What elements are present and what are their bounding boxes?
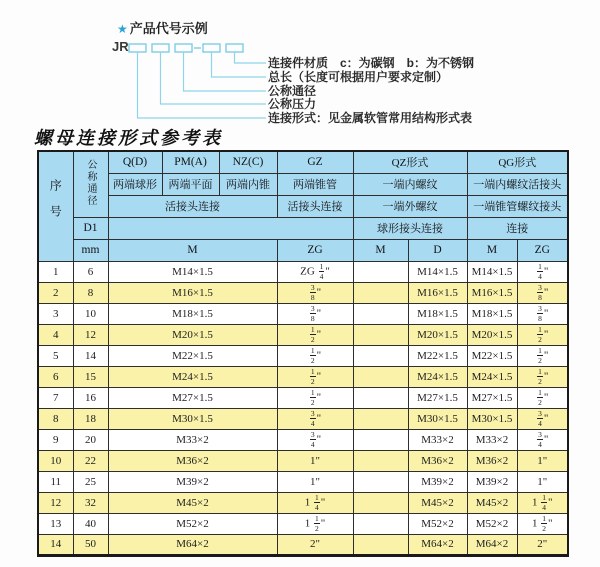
cell-no: 10 xyxy=(38,450,73,471)
fraction: $\frac{3}{8}$ xyxy=(538,303,542,323)
cell-qz-m xyxy=(353,324,408,345)
cell-dn: 22 xyxy=(73,450,108,471)
header-unit: mm xyxy=(73,239,108,261)
cell-qz-d: M30×1.5 xyxy=(408,408,467,429)
fraction: $\frac{1}{4}$ xyxy=(319,261,324,281)
code-box xyxy=(175,44,192,52)
cell-qg-zg: $\frac{3}{4}$ " xyxy=(517,429,568,450)
table-row xyxy=(38,513,568,534)
cell-m: M39×2 xyxy=(108,471,277,492)
cell-qz-d: M39×2 xyxy=(408,471,467,492)
cell-dn: 12 xyxy=(73,324,108,345)
header-nz-desc: 两端内锥 xyxy=(219,173,277,195)
cell-qg-zg: 1" xyxy=(517,450,568,471)
code-box xyxy=(203,44,220,52)
cell-no: 8 xyxy=(38,408,73,429)
cell-qg-m: M24×1.5 xyxy=(467,366,517,387)
header-qg-desc1: 一端内螺纹活接头 xyxy=(467,173,568,195)
header-col-nz: NZ(C) xyxy=(219,151,277,173)
header-dn: 公称通径 xyxy=(73,151,108,217)
table-row xyxy=(38,408,568,429)
cell-qz-m xyxy=(353,471,408,492)
cell-m: M52×2 xyxy=(108,513,277,534)
cell-no: 13 xyxy=(38,513,73,534)
fraction: $\frac{1}{2}$ xyxy=(542,513,547,533)
table-row xyxy=(38,345,568,366)
cell-m: M22×1.5 xyxy=(108,345,277,366)
cell-qg-zg: $\frac{1}{2}$ " xyxy=(517,324,568,345)
cell-gz: $\frac{3}{4}$ " xyxy=(277,429,353,450)
cell-qg-zg: $\frac{3}{8}$ " xyxy=(517,303,568,324)
header-col-gz: GZ xyxy=(277,151,353,173)
cell-dn: 10 xyxy=(73,303,108,324)
fraction: $\frac{1}{2}$ xyxy=(538,366,542,386)
cell-m: M27×1.5 xyxy=(108,387,277,408)
header-col-qz: QZ形式 xyxy=(353,151,467,173)
header-qz-d: D xyxy=(408,239,467,261)
cell-gz: ZG $\frac{1}{4}$ " xyxy=(277,261,353,282)
cell-gz: $\frac{1}{2}$ " xyxy=(277,324,353,345)
cell-qg-m: M36×2 xyxy=(467,450,517,471)
cell-qg-m: M64×2 xyxy=(467,534,517,555)
header-col-q: Q(D) xyxy=(108,151,162,173)
cell-gz: 1" xyxy=(277,450,353,471)
cell-qz-m xyxy=(353,534,408,555)
cell-qg-m: M20×1.5 xyxy=(467,324,517,345)
cell-dn: 8 xyxy=(73,282,108,303)
leader-line xyxy=(138,52,267,118)
fraction: $\frac{3}{8}$ xyxy=(310,303,315,323)
table-row xyxy=(38,303,568,324)
leader-line xyxy=(235,52,267,63)
header-empty-cell xyxy=(108,217,353,239)
table-row xyxy=(38,387,568,408)
cell-qg-zg: $\frac{1}{2}$ " xyxy=(517,345,568,366)
leader-line xyxy=(161,52,267,104)
header-pm-desc: 两端平面 xyxy=(162,173,219,195)
header-col-qg: QG形式 xyxy=(467,151,568,173)
fraction: $\frac{3}{4}$ xyxy=(538,408,542,428)
cell-qg-zg: $\frac{1}{2}$ " xyxy=(517,366,568,387)
cell-m: M30×1.5 xyxy=(108,408,277,429)
header-qg-connection: 连接 xyxy=(467,217,568,239)
cell-qz-m xyxy=(353,492,408,513)
leader-line xyxy=(212,52,267,77)
cell-qz-d: M20×1.5 xyxy=(408,324,467,345)
code-box xyxy=(226,44,243,52)
cell-no: 9 xyxy=(38,429,73,450)
header-q-desc: 两端球形 xyxy=(108,173,162,195)
cell-qg-zg: $\frac{1}{2}$ " xyxy=(517,387,568,408)
cell-m: M24×1.5 xyxy=(108,366,277,387)
cell-no: 12 xyxy=(38,492,73,513)
header-qz-connection: 球形接头连接 xyxy=(353,217,467,239)
cell-no: 14 xyxy=(38,534,73,555)
cell-dn: 18 xyxy=(73,408,108,429)
cell-gz: $\frac{3}{8}$ " xyxy=(277,303,353,324)
cell-gz: 2" xyxy=(277,534,353,555)
cell-qz-m xyxy=(353,366,408,387)
cell-qz-m xyxy=(353,387,408,408)
table-row xyxy=(38,450,568,471)
code-box xyxy=(152,44,169,52)
cell-qg-m: M27×1.5 xyxy=(467,387,517,408)
fraction: $\frac{1}{4}$ xyxy=(538,261,542,281)
cell-qz-m xyxy=(353,282,408,303)
fraction: $\frac{3}{4}$ xyxy=(310,408,315,428)
cell-dn: 6 xyxy=(73,261,108,282)
cell-dn: 16 xyxy=(73,387,108,408)
header-zg: ZG xyxy=(277,239,353,261)
header-left-connection: 活接头连接 xyxy=(108,195,277,217)
cell-m: M33×2 xyxy=(108,429,277,450)
cell-qz-d: M45×2 xyxy=(408,492,467,513)
cell-no: 7 xyxy=(38,387,73,408)
cell-qz-m xyxy=(353,408,408,429)
cell-qg-zg: $\frac{1}{4}$ " xyxy=(517,261,568,282)
cell-qg-m: M45×2 xyxy=(467,492,517,513)
cell-qz-m xyxy=(353,429,408,450)
cell-dn: 14 xyxy=(73,345,108,366)
cell-qg-zg: 2" xyxy=(517,534,568,555)
fraction: $\frac{1}{2}$ xyxy=(310,345,315,365)
table-row xyxy=(38,282,568,303)
cell-dn: 32 xyxy=(73,492,108,513)
nut-connection-table xyxy=(37,150,569,557)
cell-qz-m xyxy=(353,261,408,282)
cell-qg-zg: 1 $\frac{1}{2}$ " xyxy=(517,513,568,534)
cell-qz-m xyxy=(353,303,408,324)
cell-no: 11 xyxy=(38,471,73,492)
table-row xyxy=(38,324,568,345)
code-example-title xyxy=(117,18,208,37)
fraction: $\frac{1}{2}$ xyxy=(310,366,315,386)
cell-m: M18×1.5 xyxy=(108,303,277,324)
header-gz-connection: 活接头连接 xyxy=(277,195,353,217)
cell-m: M45×2 xyxy=(108,492,277,513)
cell-qz-d: M36×2 xyxy=(408,450,467,471)
header-qg-m: M xyxy=(467,239,517,261)
cell-m: M20×1.5 xyxy=(108,324,277,345)
cell-qg-m: M16×1.5 xyxy=(467,282,517,303)
header-seq: 序号 xyxy=(38,151,73,261)
table-row xyxy=(38,492,568,513)
cell-qg-zg: 1 $\frac{1}{4}$ " xyxy=(517,492,568,513)
cell-m: M16×1.5 xyxy=(108,282,277,303)
cell-dn: 20 xyxy=(73,429,108,450)
cell-dn: 15 xyxy=(73,366,108,387)
cell-m: M14×1.5 xyxy=(108,261,277,282)
cell-qz-d: M24×1.5 xyxy=(408,366,467,387)
table-row xyxy=(38,471,568,492)
cell-qg-m: M52×2 xyxy=(467,513,517,534)
code-label-pressure: 公称压力 xyxy=(268,97,317,111)
table-header xyxy=(38,151,568,261)
cell-qz-d: M16×1.5 xyxy=(408,282,467,303)
header-gz-desc: 两端锥管 xyxy=(277,173,353,195)
cell-gz: $\frac{3}{4}$ " xyxy=(277,408,353,429)
cell-qz-d: M52×2 xyxy=(408,513,467,534)
cell-qg-m: M18×1.5 xyxy=(467,303,517,324)
cell-no: 1 xyxy=(38,261,73,282)
table-body xyxy=(38,261,568,555)
cell-dn: 50 xyxy=(73,534,108,555)
cell-gz: $\frac{1}{2}$ " xyxy=(277,387,353,408)
cell-no: 6 xyxy=(38,366,73,387)
code-label-material: 连接件材质 c：为碳钢 b：为不锈钢 xyxy=(268,56,475,70)
header-m: M xyxy=(108,239,277,261)
cell-gz: 1 $\frac{1}{2}$ " xyxy=(277,513,353,534)
cell-qg-m: M33×2 xyxy=(467,429,517,450)
star-icon: ★ xyxy=(117,22,128,36)
cell-m: M36×2 xyxy=(108,450,277,471)
cell-gz: $\frac{3}{8}$ " xyxy=(277,282,353,303)
header-qz-m: M xyxy=(353,239,408,261)
cell-no: 4 xyxy=(38,324,73,345)
cell-qz-d: M64×2 xyxy=(408,534,467,555)
header-d1: D1 xyxy=(73,217,108,239)
fraction: $\frac{1}{2}$ xyxy=(538,387,542,407)
cell-qg-m: M30×1.5 xyxy=(467,408,517,429)
cell-qz-d: M22×1.5 xyxy=(408,345,467,366)
cell-qz-m xyxy=(353,513,408,534)
cell-qg-m: M22×1.5 xyxy=(467,345,517,366)
cell-dn: 40 xyxy=(73,513,108,534)
cell-gz: 1" xyxy=(277,471,353,492)
header-qz-desc1: 一端内螺纹 xyxy=(353,173,467,195)
fraction: $\frac{3}{8}$ xyxy=(310,282,315,302)
cell-qg-zg: $\frac{3}{4}$ " xyxy=(517,408,568,429)
cell-qz-d: M33×2 xyxy=(408,429,467,450)
code-box xyxy=(129,44,146,52)
cell-qz-m xyxy=(353,450,408,471)
cell-qg-m: M39×2 xyxy=(467,471,517,492)
fraction: $\frac{1}{4}$ xyxy=(315,492,319,512)
code-label-length: 总长（长度可根据用户要求定制） xyxy=(268,70,449,84)
cell-no: 5 xyxy=(38,345,73,366)
cell-qz-d: M18×1.5 xyxy=(408,303,467,324)
table-row xyxy=(38,429,568,450)
fraction: $\frac{3}{8}$ xyxy=(538,282,542,302)
table-row xyxy=(38,534,568,555)
cell-qz-m xyxy=(353,345,408,366)
header-col-pm: PM(A) xyxy=(162,151,219,173)
fraction: $\frac{3}{4}$ xyxy=(538,429,542,449)
cell-qg-zg: $\frac{3}{8}$ " xyxy=(517,282,568,303)
code-label-diameter: 公称通径 xyxy=(268,84,317,98)
code-prefix: JR xyxy=(112,39,129,54)
fraction: $\frac{1}{2}$ xyxy=(538,345,542,365)
cell-qz-d: M14×1.5 xyxy=(408,261,467,282)
fraction: $\frac{3}{4}$ xyxy=(310,429,315,449)
table-row xyxy=(38,261,568,282)
cell-gz: $\frac{1}{2}$ " xyxy=(277,366,353,387)
table-title: 螺母连接形式参考表 xyxy=(34,128,223,148)
header-qz-desc2: 一端外螺纹 xyxy=(353,195,467,217)
cell-qg-zg: 1" xyxy=(517,471,568,492)
cell-gz: 1 $\frac{1}{4}$ " xyxy=(277,492,353,513)
fraction: $\frac{1}{2}$ xyxy=(310,387,315,407)
fraction: $\frac{1}{4}$ xyxy=(542,492,547,512)
leader-line xyxy=(184,52,267,91)
cell-no: 2 xyxy=(38,282,73,303)
cell-no: 3 xyxy=(38,303,73,324)
cell-qz-d: M27×1.5 xyxy=(408,387,467,408)
cell-qg-m: M14×1.5 xyxy=(467,261,517,282)
cell-m: M64×2 xyxy=(108,534,277,555)
fraction: $\frac{1}{2}$ xyxy=(310,324,315,344)
fraction: $\frac{1}{2}$ xyxy=(315,513,319,533)
cell-dn: 25 xyxy=(73,471,108,492)
cell-gz: $\frac{1}{2}$ " xyxy=(277,345,353,366)
fraction: $\frac{1}{2}$ xyxy=(538,324,542,344)
header-qg-desc2: 一端锥管螺纹接头 xyxy=(467,195,568,217)
table-row xyxy=(38,366,568,387)
code-example-title-text: 产品代号示例 xyxy=(129,21,208,36)
header-qg-zg: ZG xyxy=(517,239,568,261)
code-label-connection: 连接形式：见金属软管常用结构形式表 xyxy=(268,111,473,125)
